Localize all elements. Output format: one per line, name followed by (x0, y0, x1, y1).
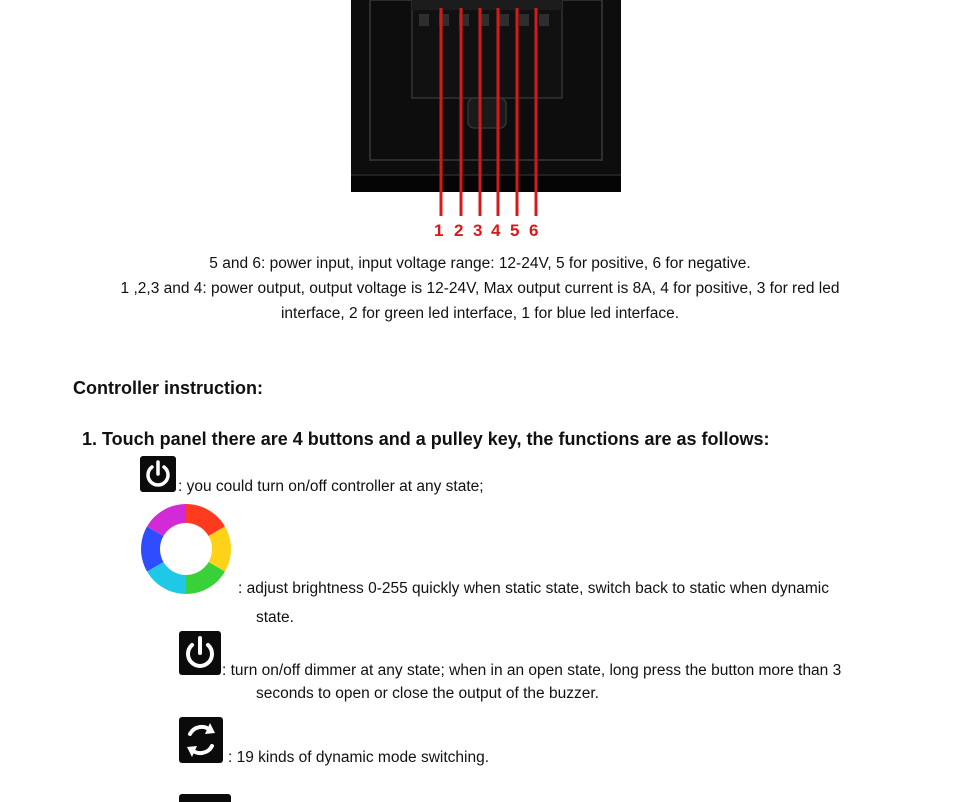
brightness-description: : adjust brightness 0-255 quickly when static state, switch back to static when dynamic (238, 580, 830, 597)
pin-label-5: 5 (510, 221, 520, 240)
section-title: Controller instruction: (73, 378, 263, 398)
controller-back-diagram (0, 0, 960, 245)
power-input-description: 5 and 6: power input, input voltage range: 12-24V, 5 for positive, 6 for negative. (209, 255, 751, 272)
pin-label-6: 6 (529, 221, 539, 240)
partial-icon (179, 794, 231, 802)
pin-label-2: 2 (454, 221, 464, 240)
power-description: : you could turn on/off controller at any state; (178, 478, 484, 495)
mode-description: : 19 kinds of dynamic mode switching. (228, 749, 490, 766)
dimmer-power-icon (179, 631, 221, 675)
color-wheel-icon (140, 503, 232, 595)
dimmer-description: : turn on/off dimmer at any state; when in an open state, long press the button more than 3 (222, 662, 842, 679)
power-icon (140, 456, 176, 492)
pin-label-4: 4 (491, 221, 501, 240)
dimmer-description-cont: seconds to open or close the output of the buzzer. (256, 685, 599, 702)
subsection-title: 1. Touch panel there are 4 buttons and a pulley key, the functions are as follows: (82, 429, 770, 449)
mode-cycle-icon (179, 717, 223, 763)
pin-label-1: 1 (434, 221, 444, 240)
brightness-description-cont: state. (256, 609, 294, 626)
power-output-description-cont: interface, 2 for green led interface, 1 for blue led interface. (280, 305, 680, 322)
pin-label-3: 3 (473, 221, 483, 240)
power-output-description: 1 ,2,3 and 4: power output, output voltage is 12-24V, Max output current is 8A, 4 for positive, 3 for red led (120, 280, 840, 297)
